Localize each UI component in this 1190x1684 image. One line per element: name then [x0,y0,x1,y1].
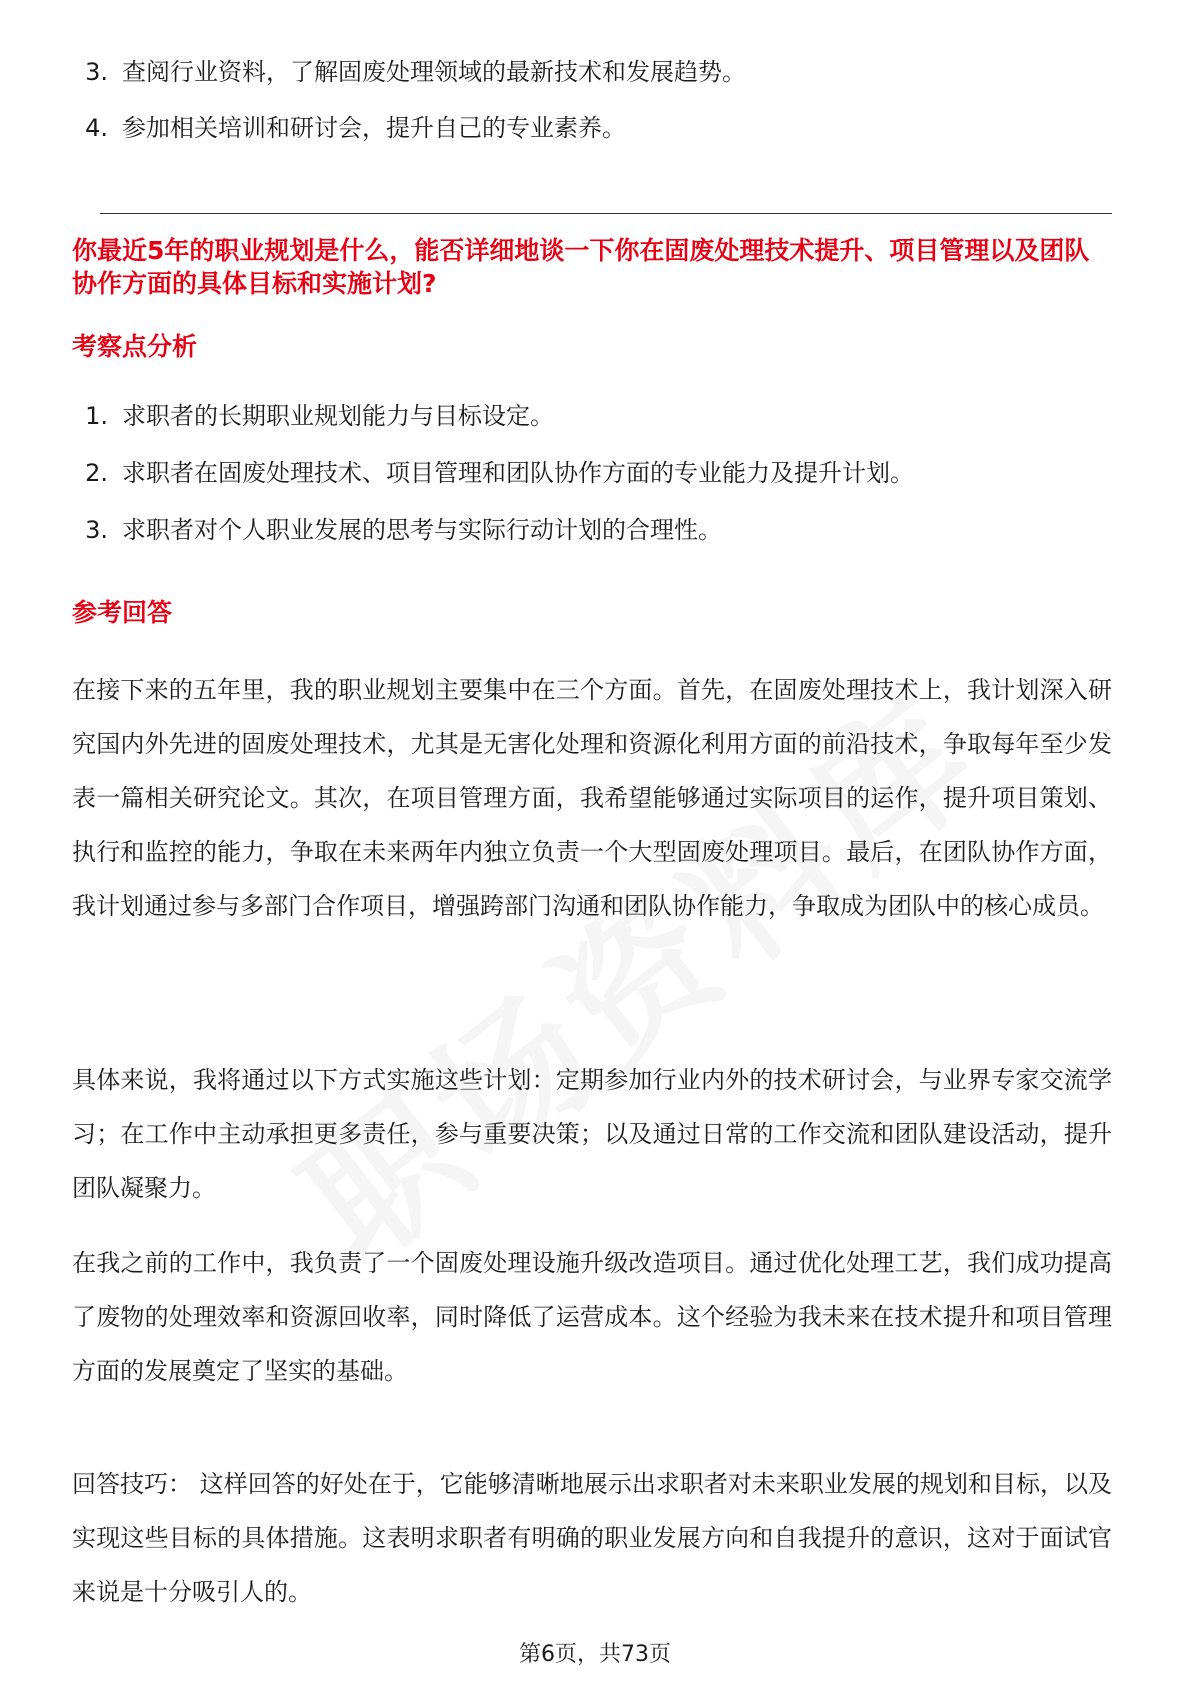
list-number: 2. [85,459,108,487]
list-item [72,512,1112,548]
answer-tips-paragraph: 回答技巧： 这样回答的好处在于，它能够清晰地展示出求职者对未来职业发展的规划和目标，以及实现这些目标的具体措施。这表明求职者有明确的职业发展方向和自我提升的意识，这对于面试官来说是十分吸引人的。 [72,1470,1112,1606]
analysis-list [72,398,1112,548]
list-text: 参加相关培训和研讨会，提升自己的专业素养。 [122,114,626,142]
answer-paragraph: 具体来说，我将通过以下方式实施这些计划：定期参加行业内外的技术研讨会，与业界专家交流学习；在工作中主动承担更多责任，参与重要决策；以及通过日常的工作交流和团队建设活动，提升团队凝聚力。 [72,1066,1112,1202]
list-text: 求职者在固废处理技术、项目管理和团队协作方面的专业能力及提升计划。 [122,459,914,487]
list-number: 3. [85,516,108,544]
section-divider [100,213,1112,214]
answer-paragraph: 在我之前的工作中，我负责了一个固废处理设施升级改造项目。通过优化处理工艺，我们成功提高了废物的处理效率和资源回收率，同时降低了运营成本。这个经验为我未来在技术提升和项目管理方面的发展奠定了坚实的基础。 [72,1249,1112,1385]
answer-heading: 参考回答 [72,598,173,627]
list-number: 4. [85,114,108,142]
list-text: 求职者的长期职业规划能力与目标设定。 [122,402,554,430]
list-number: 1. [85,402,108,430]
answer-paragraph: 在接下来的五年里，我的职业规划主要集中在三个方面。首先，在固废处理技术上，我计划深入研究国内外先进的固废处理技术，尤其是无害化处理和资源化利用方面的前沿技术，争取每年至少发表一篇相关研究论文。其次，在项目管理方面，我希望能够通过实际项目的运作，提升项目策划、执行和监控的能力，争取在未来两年内独立负责一个大型固废处理项目。最后，在团队协作方面，我计划通过参与多部门合作项目，增强跨部门沟通和团队协作能力，争取成为团队中的核心成员。 [72,676,1112,920]
interview-question: 你最近5年的职业规划是什么，能否详细地谈一下你在固废处理技术提升、项目管理以及团队协作方面的具体目标和实施计划? [72,236,1090,298]
list-text: 查阅行业资料，了解固废处理领域的最新技术和发展趋势。 [122,58,746,86]
list-number: 3. [85,58,108,86]
page-number: 第6页，共73页 [519,1642,671,1667]
list-item [72,110,1112,146]
list-item [72,398,1112,434]
list-text: 求职者对个人职业发展的思考与实际行动计划的合理性。 [122,516,722,544]
previous-list [72,54,1112,146]
analysis-heading: 考察点分析 [72,332,198,361]
list-item [72,54,1112,90]
list-item [72,455,1112,491]
